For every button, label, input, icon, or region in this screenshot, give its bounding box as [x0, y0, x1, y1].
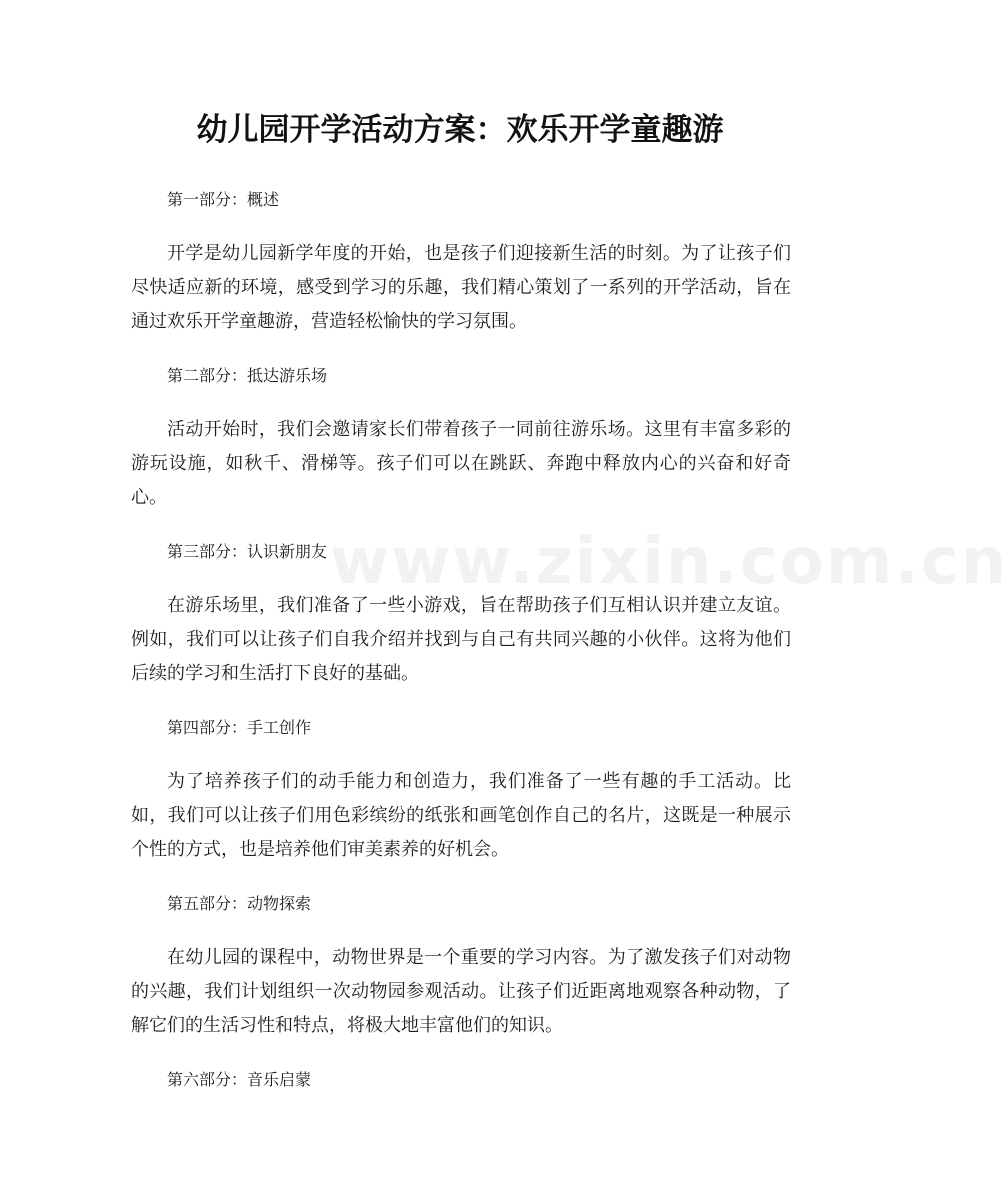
- document-body: [131, 183, 791, 1097]
- section-paragraph-5: 在幼儿园的课程中，动物世界是一个重要的学习内容。为了激发孩子们对动物的兴趣，我们计划组织一次动物园参观活动。让孩子们近距离地观察各种动物，了解它们的生活习性和特点，将极大地丰富他们的知识。: [131, 947, 791, 1036]
- document-title: 幼儿园开学活动方案：欢乐开学童趣游: [196, 112, 724, 148]
- section-paragraph-1: 开学是幼儿园新学年度的开始，也是孩子们迎接新生活的时刻。为了让孩子们尽快适应新的环境，感受到学习的乐趣，我们精心策划了一系列的开学活动，旨在通过欢乐开学童趣游，营造轻松愉快的学习氛围。: [131, 243, 791, 332]
- section-heading-6: 第六部分：音乐启蒙: [167, 1070, 312, 1089]
- section-paragraph-2: 活动开始时，我们会邀请家长们带着孩子一同前往游乐场。这里有丰富多彩的游玩设施，如秋千、滑梯等。孩子们可以在跳跃、奔跑中释放内心的兴奋和好奇心。: [131, 419, 791, 508]
- section-heading-3: 第三部分：认识新朋友: [167, 542, 328, 561]
- watermark: www.zixin.com.cn: [330, 525, 1008, 599]
- section-paragraph-3: 在游乐场里，我们准备了一些小游戏，旨在帮助孩子们互相认识并建立友谊。例如，我们可以让孩子们自我介绍并找到与自己有共同兴趣的小伙伴。这将为他们后续的学习和生活打下良好的基础。: [131, 595, 791, 684]
- section-heading-4: 第四部分：手工创作: [167, 718, 312, 737]
- section-heading-2: 第二部分：抵达游乐场: [167, 366, 328, 385]
- section-paragraph-4: 为了培养孩子们的动手能力和创造力，我们准备了一些有趣的手工活动。比如，我们可以让孩子们用色彩缤纷的纸张和画笔创作自己的名片，这既是一种展示个性的方式，也是培养他们审美素养的好机会。: [131, 771, 791, 860]
- section-heading-5: 第五部分：动物探索: [167, 894, 312, 913]
- section-heading-1: 第一部分：概述: [167, 190, 280, 209]
